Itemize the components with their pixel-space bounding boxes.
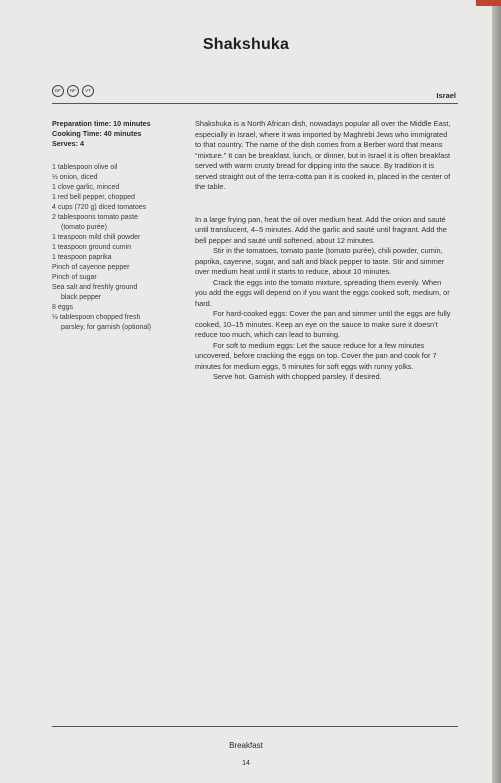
recipe-body <box>195 119 453 383</box>
ingredient-item: 1 clove garlic, minced <box>52 184 120 191</box>
footer-divider <box>52 726 458 727</box>
method-step: For soft to medium eggs: Let the sauce reduce for a few minutes uncovered, before cracking the eggs on top. Cover the pan and cook for 7 minutes for medium eggs, 5 minutes for soft eggs with runny yolks. <box>195 340 437 371</box>
ingredient-item: Pinch of sugar <box>52 274 97 281</box>
ingredient-item: Sea salt and freshly ground <box>52 284 138 291</box>
ingredient-item: black pepper <box>61 294 102 301</box>
region-label: Israel <box>436 91 456 100</box>
dietary-badge-vt: VT <box>82 85 94 97</box>
ingredient-item: 4 cups (720 g) diced tomatoes <box>52 204 147 211</box>
dietary-badges <box>52 85 94 97</box>
book-cover-accent <box>476 0 501 6</box>
method-steps <box>195 215 453 383</box>
dietary-badge-nf: NF <box>67 85 79 97</box>
ingredient-item: 2 tablespoons tomato paste <box>52 214 139 221</box>
ingredient-item: 1 teaspoon paprika <box>52 254 112 261</box>
ingredient-item: 1 red bell pepper, chopped <box>52 194 135 201</box>
section-name: Breakfast <box>229 741 263 750</box>
cook-time: Cooking Time: 40 minutes <box>52 129 142 138</box>
recipe-intro: Shakshuka is a North African dish, nowadays popular all over the Middle East, especially in Israel, where it was imported by Maghrebi Jews who immigrated to that country. The name of the dish comes from a Berber word that means “mixture.” It can be breakfast, lunch, or dinner, but in Israel it is often breakfast served with warm crusty bread for dipping into the sauce. By tradition it is served straight out of the terra-cotta pan it is cooked in, placed in the center of the table. <box>195 119 451 191</box>
dietary-badge-df: DF <box>52 85 64 97</box>
prep-time: Preparation time: 10 minutes <box>52 119 151 128</box>
recipe-sidebar <box>52 119 187 333</box>
method-step: Serve hot. Garnish with chopped parsley, if desired. <box>213 372 382 381</box>
method-step: Crack the eggs into the tomato mixture, spreading them evenly. When you add the eggs will depend on if you want the eggs cooked soft, medium, or hard. <box>195 277 450 308</box>
book-edge <box>492 0 501 783</box>
page-number: 14 <box>242 760 250 767</box>
ingredient-item: Pinch of cayenne pepper <box>52 264 130 271</box>
method-step: In a large frying pan, heat the oil over medium heat. Add the onion and sauté until translucent, 4–5 minutes. Add the garlic and sauté until fragrant. Add the bell pepper and sauté until softened, about 12 minutes. <box>195 214 447 245</box>
ingredient-item: ½ onion, diced <box>52 174 98 181</box>
ingredient-item: 1 tablespoon olive oil <box>52 164 118 171</box>
ingredient-item: 1 teaspoon mild chili powder <box>52 234 141 241</box>
serves: Serves: 4 <box>52 139 84 148</box>
ingredient-item: parsley, for garnish (optional) <box>61 324 152 331</box>
ingredient-list <box>52 163 187 333</box>
ingredient-item: ½ tablespoon chopped fresh <box>52 314 141 321</box>
method-step: For hard-cooked eggs: Cover the pan and simmer until the eggs are fully cooked, 10–15 minutes. Keep an eye on the sauce to make sure it doesn’t reduce too much, which can lead to burning. <box>195 309 451 339</box>
header-divider <box>52 103 458 104</box>
method-step: Stir in the tomatoes, tomato paste (tomato purée), chili powder, cumin, paprika, cayenne, sugar, and salt and black pepper to taste. Stir and simmer over medium heat until it starts to reduce, about 10 minutes. <box>195 246 445 276</box>
ingredient-item: 8 eggs <box>52 304 74 311</box>
ingredient-item: (tomato purée) <box>61 224 107 231</box>
ingredient-item: 1 teaspoon ground cumin <box>52 244 131 251</box>
recipe-title: Shakshuka <box>202 36 290 53</box>
